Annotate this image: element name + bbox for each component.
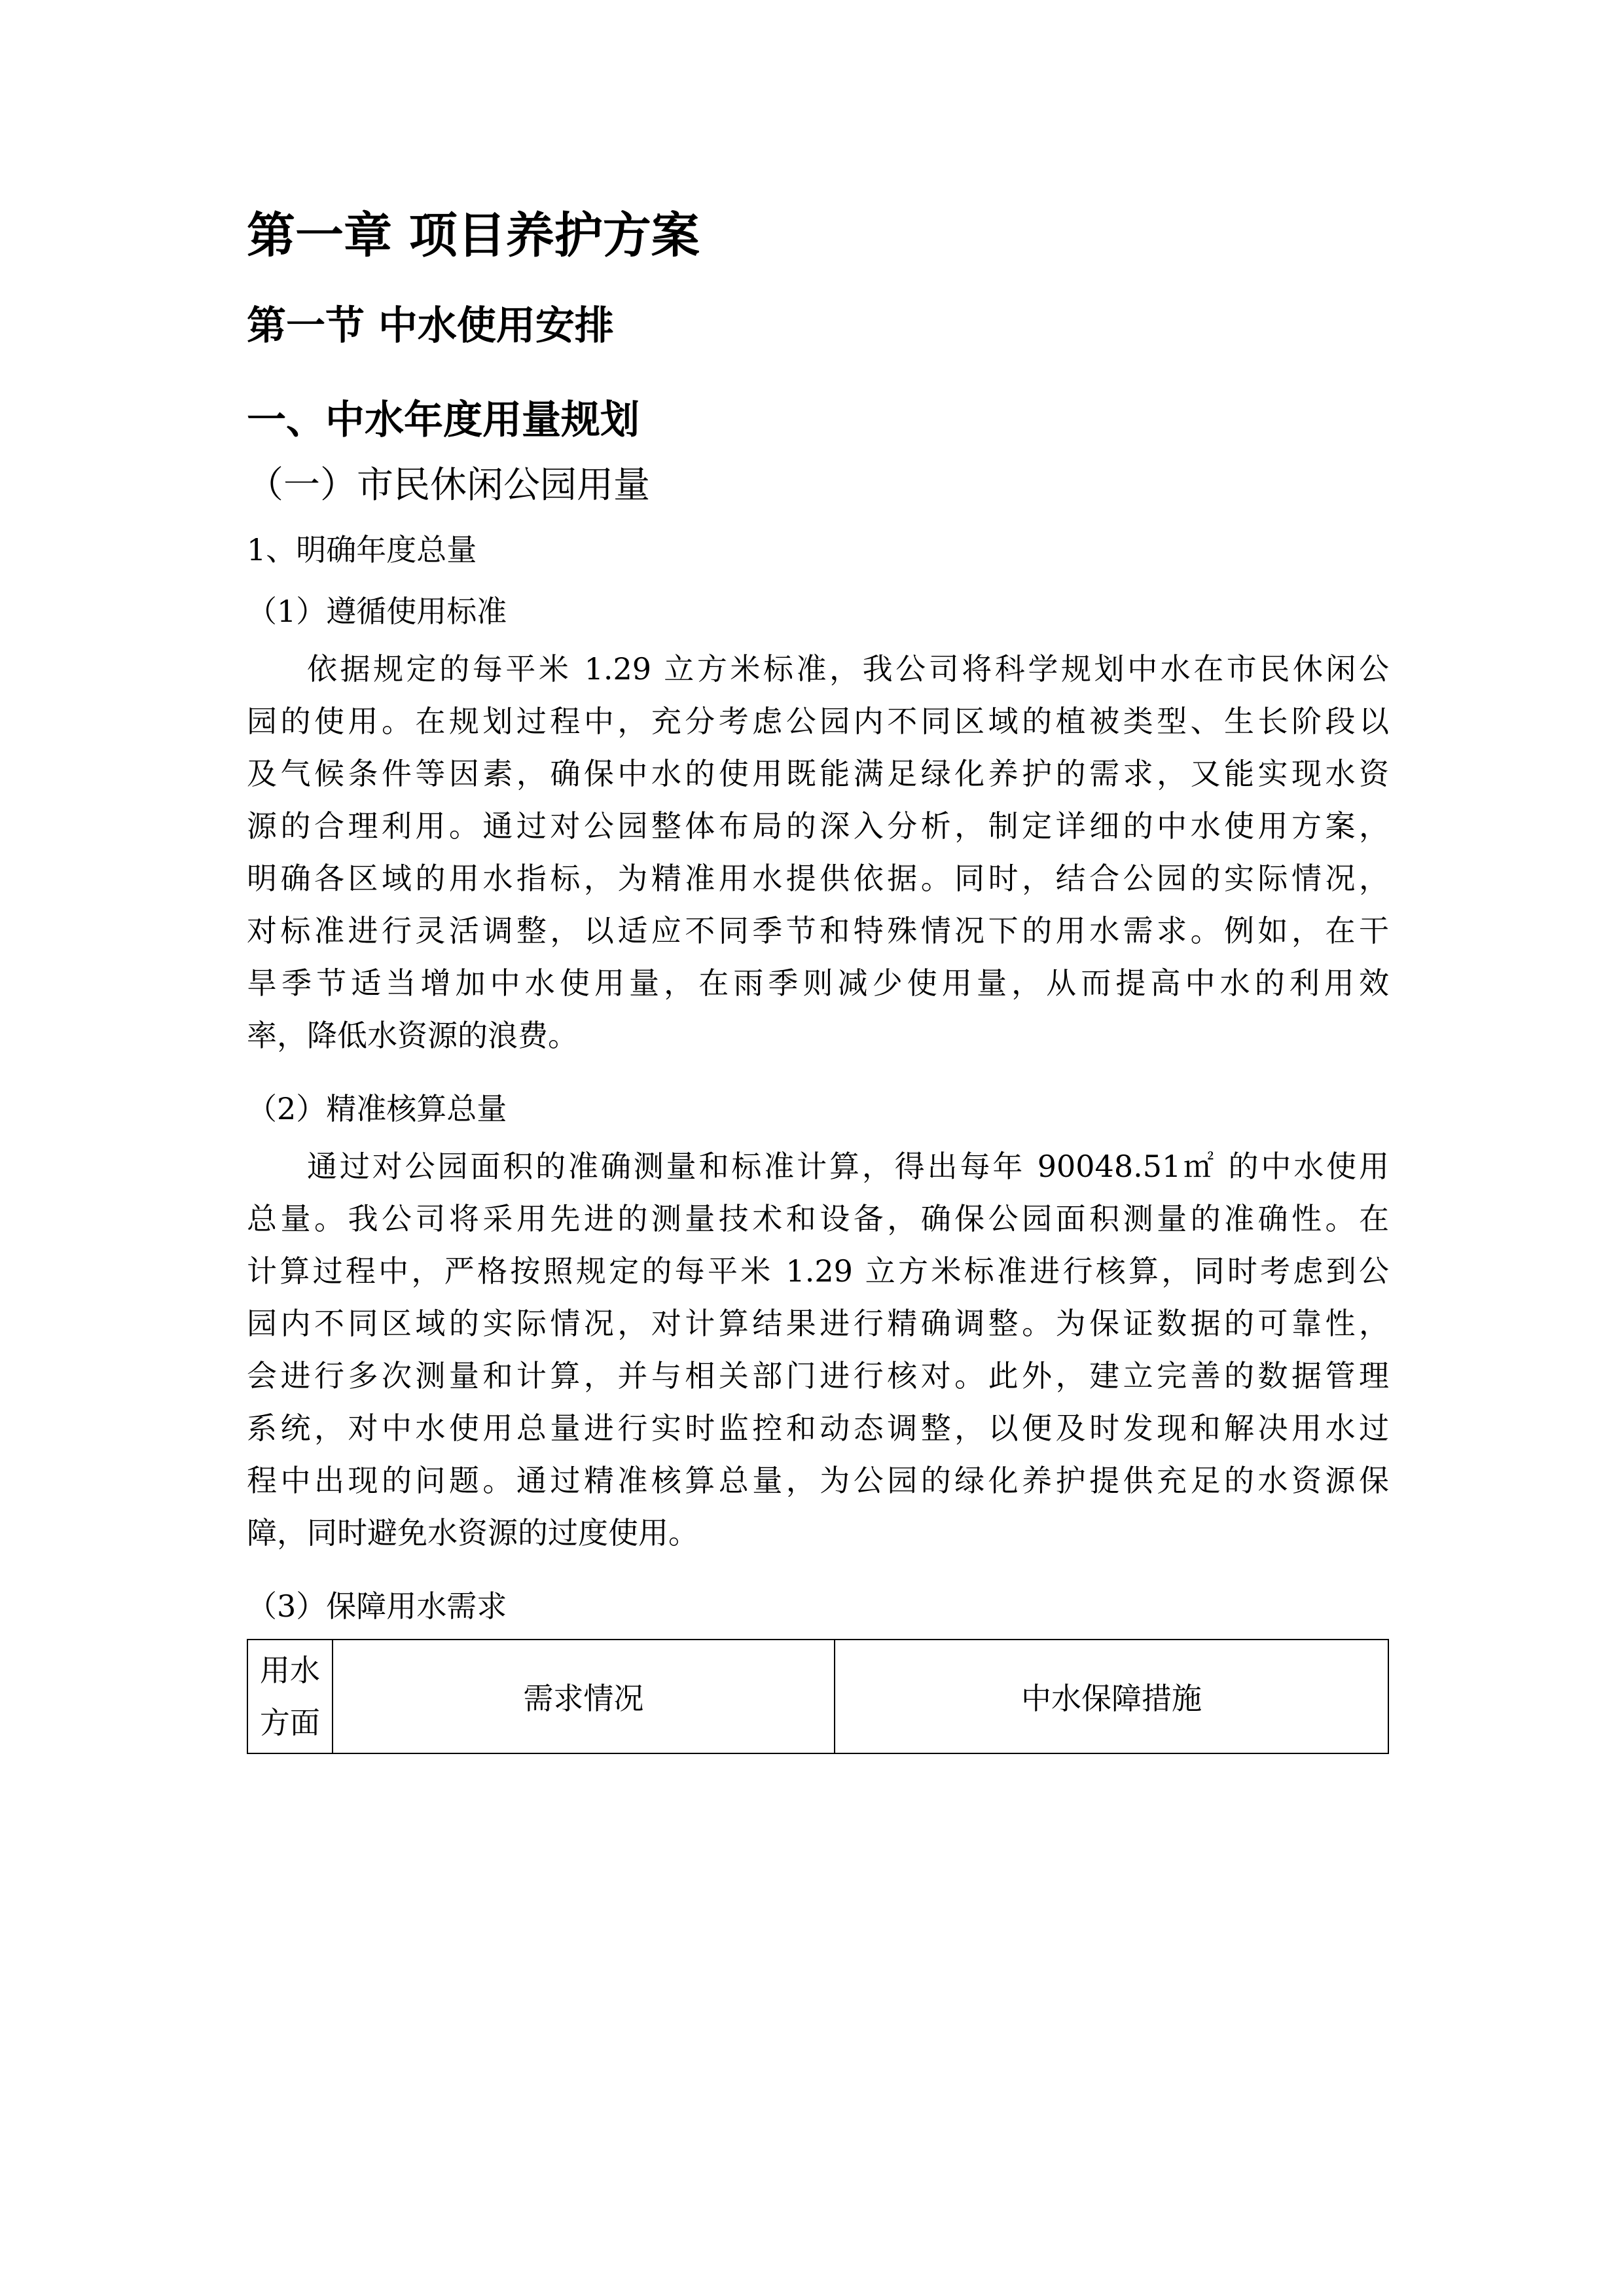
subsection-title: 一、中水年度用量规划 (247, 397, 640, 443)
clause-title-1: （1）遵循使用标准 (247, 594, 507, 629)
paragraph-line: 源的合理利用。通过对公园整体布局的深入分析，制定详细的中水使用方案， (247, 808, 1389, 844)
header-cell-measures: 中水保障措施 (835, 1640, 1388, 1753)
paragraph-line: 计算过程中，严格按照规定的每平米 1.29 立方米标准进行核算，同时考虑到公 (247, 1253, 1389, 1289)
paragraph-line: 程中出现的问题。通过精准核算总量，为公园的绿化养护提供充足的水资源保 (247, 1463, 1389, 1498)
clause-paragraph-1 (247, 643, 1389, 1062)
paragraph-line: 率，降低水资源的浪费。 (247, 1018, 578, 1053)
chapter-title: 第一章 项目养护方案 (247, 207, 700, 264)
point-title: 1、明确年度总量 (247, 532, 477, 567)
paragraph-line: 及气候条件等因素，确保中水的使用既能满足绿化养护的需求，又能实现水资 (247, 756, 1389, 791)
paragraph-line: 会进行多次测量和计算，并与相关部门进行核对。此外，建立完善的数据管理 (247, 1358, 1389, 1393)
clause-paragraph-2 (247, 1140, 1389, 1559)
header-cell-aspect (247, 1640, 333, 1753)
clause-title-3: （3）保障用水需求 (247, 1588, 507, 1624)
table-header-row (247, 1640, 1388, 1753)
clause-title-2: （2）精准核算总量 (247, 1091, 507, 1126)
paragraph-line: 系统，对中水使用总量进行实时监控和动态调整，以便及时发现和解决用水过 (247, 1410, 1389, 1446)
document-content (247, 196, 1389, 1754)
header-cell-aspect-line1: 用水 (259, 1653, 320, 1688)
paragraph-line: 旱季节适当增加中水使用量，在雨季则减少使用量，从而提高中水的利用效 (247, 965, 1389, 1001)
paragraph-line: 障，同时避免水资源的过度使用。 (247, 1515, 698, 1551)
paragraph-line: 园内不同区域的实际情况，对计算结果进行精确调整。为保证数据的可靠性， (247, 1306, 1389, 1341)
sub-item-title: （一）市民休闲公园用量 (247, 464, 650, 507)
water-demand-table (247, 1639, 1389, 1754)
section-title: 第一节 中水使用安排 (247, 303, 614, 349)
header-cell-demand: 需求情况 (333, 1640, 835, 1753)
paragraph-line: 明确各区域的用水指标，为精准用水提供依据。同时，结合公园的实际情况， (247, 861, 1389, 896)
paragraph-line: 园的使用。在规划过程中，充分考虑公园内不同区域的植被类型、生长阶段以 (247, 704, 1389, 739)
paragraph-line: 通过对公园面积的准确测量和标准计算，得出每年 90048.51㎡ 的中水使用 (307, 1149, 1389, 1184)
header-cell-aspect-line2: 方面 (259, 1705, 320, 1740)
paragraph-line: 依据规定的每平米 1.29 立方米标准，我公司将科学规划中水在市民休闲公 (307, 651, 1389, 687)
paragraph-line: 总量。我公司将采用先进的测量技术和设备，确保公园面积测量的准确性。在 (247, 1201, 1389, 1236)
paragraph-line: 对标准进行灵活调整，以适应不同季节和特殊情况下的用水需求。例如，在干 (247, 913, 1389, 948)
